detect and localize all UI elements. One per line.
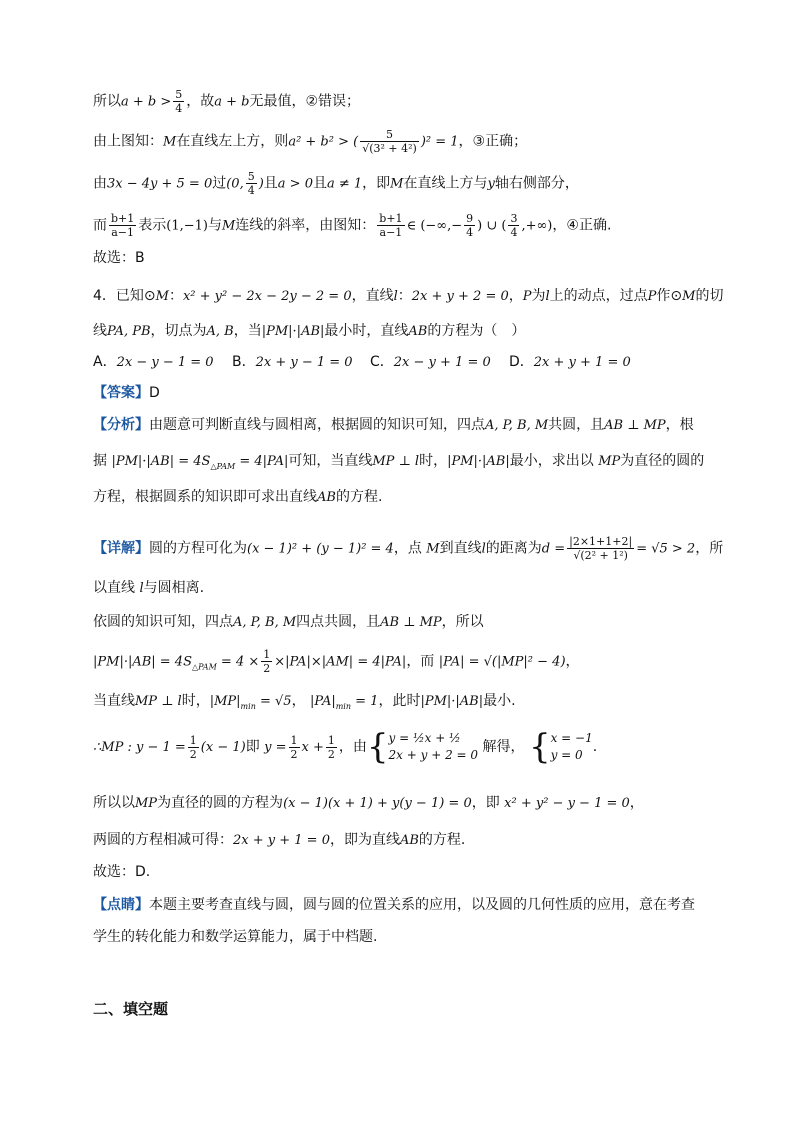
text: 圆的方程可化为	[149, 540, 247, 557]
analysis-tag: 【分析】	[93, 417, 149, 433]
text: ，	[565, 653, 580, 670]
equation-system	[389, 730, 479, 764]
text: 可知，当直线	[288, 453, 373, 469]
fraction	[188, 734, 199, 761]
option-label: B．	[232, 354, 256, 370]
text: ，故	[186, 93, 215, 110]
math: |MP|	[209, 694, 241, 709]
section-title: 二、填空题	[93, 1000, 169, 1018]
answer-tag: 【答案】	[93, 385, 149, 401]
solution-line	[93, 691, 516, 717]
text: 为	[531, 288, 546, 304]
text: ，③正确；	[458, 133, 528, 150]
solution-line	[93, 535, 723, 562]
equation: 2x + y + 2 = 0	[388, 748, 479, 762]
text: 为直径的圆的	[620, 453, 705, 469]
fraction	[326, 734, 337, 761]
equation: y = 0	[550, 748, 583, 762]
fraction	[173, 88, 184, 115]
text: 在直线上方与	[403, 175, 488, 192]
option-c	[370, 352, 491, 373]
math: )	[258, 176, 264, 192]
text: 由题意可判断直线与圆相离，根据圆的知识可知，四点	[149, 417, 485, 433]
comment-tag: 【点睛】	[93, 897, 149, 913]
numerator: 1	[189, 733, 197, 747]
solution-line	[93, 578, 204, 599]
math: l	[393, 289, 398, 304]
text-line: 故选：B	[93, 250, 145, 266]
math: A, B	[206, 324, 234, 339]
answer-line	[93, 383, 160, 403]
text: 与	[207, 217, 222, 234]
denominator: 4	[175, 102, 183, 115]
left-brace: {	[528, 727, 551, 767]
text: 而	[93, 217, 107, 234]
text: 时，	[419, 453, 448, 469]
math: ∈ (−∞,−	[406, 218, 463, 234]
text: 的距离为	[485, 540, 542, 557]
text: ，而	[406, 653, 435, 670]
math: M	[426, 541, 440, 557]
subscript: △PAM	[192, 662, 217, 672]
math: ) ∪ (	[477, 218, 507, 234]
text: ：	[397, 288, 412, 304]
text: 且	[312, 175, 327, 192]
fraction	[109, 212, 136, 239]
text: 即	[245, 739, 260, 755]
text: ，即	[362, 175, 391, 192]
comment-line: 学生的转化能力和数学运算能力，属于中档题.	[93, 929, 378, 945]
text: 轴右侧部分，	[494, 175, 579, 192]
denominator: 4	[466, 226, 474, 239]
text: .	[592, 739, 598, 755]
option-b	[232, 352, 353, 373]
text-line	[93, 212, 611, 239]
math: d =	[541, 541, 566, 557]
math: |PM|·|AB|	[261, 324, 325, 339]
text: ，所	[695, 540, 724, 557]
equation: y = ½x + ½	[388, 731, 461, 745]
math: |PM|·|AB|	[447, 454, 510, 469]
text: 方程，根据圆系的知识即可求出直线	[93, 489, 317, 505]
text: 的方程为（ ）	[427, 323, 526, 339]
text: 过	[212, 175, 227, 192]
text-line	[93, 170, 579, 197]
math: (x − 1)² + (y − 1)² = 4	[247, 541, 394, 557]
math: (1,−1)	[166, 218, 208, 234]
text: 本题主要考查直线与圆，圆与圆的位置关系的应用，以及圆的几何性质的应用，意在考查	[149, 897, 695, 913]
text: 最小，求出以	[509, 453, 594, 469]
math: AB ⊥ MP	[604, 418, 666, 433]
math: a² + b² > (	[288, 134, 359, 150]
math: y	[487, 176, 495, 192]
math: A, P, B, M	[233, 615, 297, 630]
text: ，此时	[378, 693, 421, 709]
math: y =	[264, 740, 287, 755]
analysis-line	[93, 415, 694, 436]
text: 由上图知：	[93, 133, 163, 150]
text: 无最值，②错误；	[249, 93, 361, 110]
text: ，	[629, 795, 644, 811]
denominator: 2	[189, 747, 197, 761]
math: AB ⊥ MP	[380, 615, 442, 630]
fraction	[464, 212, 475, 239]
math: ,+∞)	[521, 218, 553, 234]
math: ×|PA|×|AM| = 4|PA|	[274, 654, 407, 670]
option-label: D．	[509, 354, 534, 370]
text: 为直径的圆的方程为	[157, 795, 284, 811]
option-label: C．	[370, 354, 394, 370]
text: 在直线左上方，则	[176, 133, 289, 150]
comment-line	[93, 895, 695, 915]
math: = 1	[351, 694, 379, 709]
numerator: 3	[510, 212, 518, 225]
text: 表示	[138, 217, 167, 234]
fraction	[261, 648, 272, 675]
text: 线	[93, 323, 107, 339]
text: ，	[508, 288, 523, 304]
text: 由	[93, 175, 107, 192]
text: 最小时，直线	[324, 323, 409, 339]
math: )² = 1	[420, 134, 459, 150]
denominator: 4	[247, 184, 255, 197]
math: 3x − 4y + 5 = 0	[107, 176, 213, 192]
math: l	[545, 289, 550, 304]
text: ，	[291, 693, 306, 709]
numerator: 1	[327, 733, 335, 747]
text: 两圆的方程相减可得：	[93, 832, 233, 848]
text: ，即	[471, 795, 500, 811]
text: 4．已知⊙	[93, 288, 156, 304]
option-a	[93, 352, 214, 373]
solution-line	[93, 612, 484, 633]
math: (x − 1)(x + 1) + y(y − 1) = 0	[283, 796, 472, 811]
text: 的方程.	[335, 489, 383, 505]
text: ，直线	[351, 288, 394, 304]
denominator: 2	[263, 662, 271, 675]
text: 连线的斜率，由图知：	[235, 217, 376, 234]
equation: x = −1	[550, 731, 593, 745]
math: AB	[399, 833, 419, 848]
solution-line	[93, 727, 598, 767]
math: MP	[135, 796, 158, 811]
denominator: √(3² + 4²)	[362, 142, 417, 155]
text: 上的动点，过点	[549, 288, 648, 304]
denominator: a−1	[379, 226, 403, 239]
solution-line	[93, 830, 465, 851]
math: = √5	[255, 694, 292, 709]
text: 所以以	[93, 795, 135, 811]
fraction	[360, 128, 419, 155]
text: 当直线	[93, 693, 135, 709]
text: ，点	[393, 540, 422, 557]
answer-value: D	[149, 385, 160, 401]
text: 最小.	[483, 693, 516, 709]
fraction	[567, 535, 634, 562]
text-line	[93, 128, 527, 155]
math: a > 0	[277, 176, 313, 192]
math: x +	[301, 740, 324, 755]
math: l	[139, 581, 144, 596]
numerator: 1	[290, 733, 298, 747]
subscript: △PAM	[210, 461, 236, 471]
math: x² + y² − y − 1 = 0	[504, 796, 630, 811]
math: = √5 > 2	[636, 541, 696, 557]
denominator: 2	[290, 747, 298, 761]
math: MP ⊥ l	[135, 694, 182, 709]
fraction	[246, 170, 257, 197]
math: 2x − y − 1 = 0	[116, 355, 214, 370]
text: ，当	[233, 323, 262, 339]
analysis-line	[93, 487, 382, 508]
option-label: A．	[93, 354, 117, 370]
math: M	[390, 176, 404, 192]
math: (x − 1)	[200, 740, 246, 755]
math: ∴MP : y − 1 =	[93, 740, 186, 755]
text: ，所以	[441, 614, 484, 630]
math: |PM|·|AB| = 4S	[93, 654, 192, 670]
math: = 4|PA|	[235, 454, 289, 469]
left-brace: {	[366, 727, 389, 767]
text: ，根	[665, 417, 694, 433]
numerator: b+1	[379, 212, 403, 225]
numerator: 1	[263, 648, 271, 661]
solution-tag: 【详解】	[93, 540, 149, 557]
math: P	[522, 289, 532, 304]
fraction	[289, 734, 300, 761]
text: 共圆，且	[548, 417, 605, 433]
text: 以直线	[93, 580, 135, 596]
math: x² + y² − 2x − 2y − 2 = 0	[182, 289, 352, 304]
math: M	[155, 289, 169, 304]
analysis-line	[93, 451, 704, 477]
text: ，由	[338, 739, 367, 755]
math: MP	[598, 454, 621, 469]
math: a + b	[214, 94, 250, 110]
fraction	[377, 212, 404, 239]
numerator: 5	[175, 88, 183, 101]
text: 且	[263, 175, 278, 192]
text: 的切	[695, 288, 724, 304]
math: 2x + y + 1 = 0	[233, 833, 330, 848]
numerator: b+1	[111, 212, 135, 225]
option-d	[509, 352, 631, 373]
text: ，切点为	[150, 323, 207, 339]
math: MP ⊥ l	[372, 454, 420, 469]
denominator: √(2² + 1²)	[573, 549, 628, 562]
numerator: 9	[466, 212, 474, 225]
text: 依圆的知识可知，四点	[93, 614, 233, 630]
math: 2x + y + 1 = 0	[533, 355, 631, 370]
text: 解得，	[482, 739, 525, 755]
math: (0,	[226, 176, 244, 192]
math: 2x + y + 2 = 0	[411, 289, 509, 304]
denominator: 4	[510, 226, 518, 239]
math: P	[647, 289, 657, 304]
text: 四点共圆，且	[296, 614, 381, 630]
subscript: min	[240, 701, 256, 711]
numerator: 5	[247, 170, 255, 183]
fraction	[508, 212, 519, 239]
solution-line: 故选：D.	[93, 864, 151, 880]
math: |PA| = √(|MP|² − 4)	[438, 654, 566, 670]
math: AB	[317, 490, 336, 505]
question-stem	[93, 286, 723, 307]
numerator: |2×1+1+2|	[569, 535, 633, 548]
math: 2x − y + 1 = 0	[393, 355, 491, 370]
math: A, P, B, M	[485, 418, 549, 433]
text: 作⊙	[656, 288, 683, 304]
math: 2x + y − 1 = 0	[255, 355, 353, 370]
math: |PM|·|AB|	[420, 694, 484, 709]
math: = 4 ×	[216, 654, 260, 670]
math: |PM|·|AB| = 4S	[111, 454, 211, 469]
math: M	[221, 218, 236, 234]
solution-line	[93, 648, 580, 677]
text: 到直线	[439, 540, 482, 557]
text: ，即为直线	[329, 832, 400, 848]
subscript: min	[335, 701, 352, 711]
denominator: 2	[327, 747, 335, 761]
text: 的方程.	[418, 832, 466, 848]
text: 与圆相离.	[143, 580, 205, 596]
text: ，④正确.	[552, 217, 612, 234]
math: M	[163, 134, 177, 150]
text: 据	[93, 453, 107, 469]
math: M	[682, 289, 696, 304]
denominator: a−1	[111, 226, 135, 239]
text: ：	[168, 288, 183, 304]
text: 所以	[93, 93, 121, 110]
text: 时，	[181, 693, 210, 709]
text-line	[93, 88, 360, 115]
math: |PA|	[310, 694, 336, 709]
math: l	[481, 541, 486, 557]
equation-system	[551, 730, 593, 764]
math: a + b >	[121, 94, 172, 110]
math: PA, PB	[107, 324, 151, 339]
math: a ≠ 1	[326, 176, 363, 192]
math: AB	[408, 324, 428, 339]
question-stem	[93, 321, 525, 342]
numerator: 5	[360, 128, 419, 142]
solution-line	[93, 793, 644, 814]
